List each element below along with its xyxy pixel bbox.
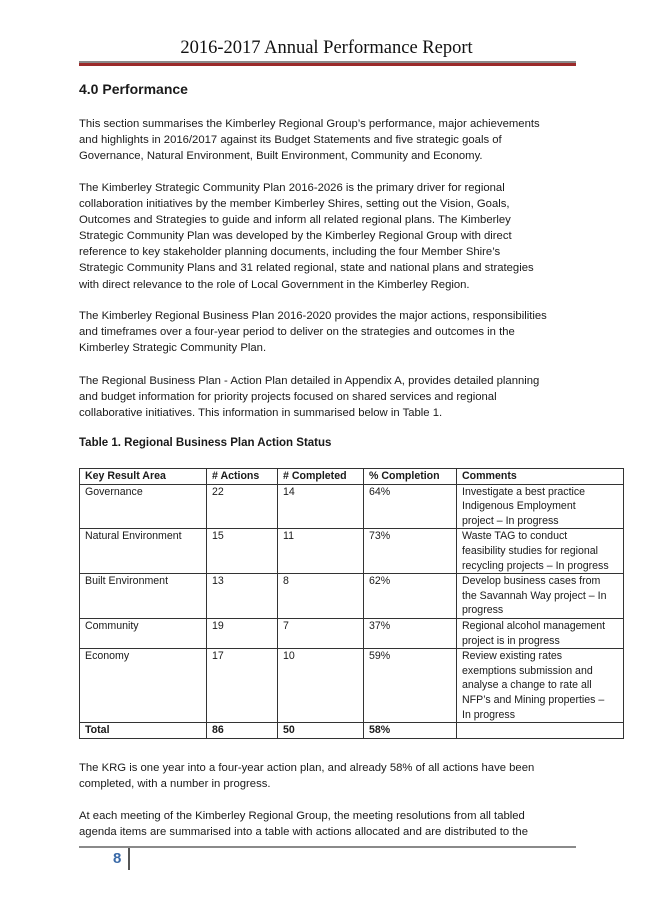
header-comments: Comments [457, 469, 624, 485]
table-row: Natural Environment 15 11 73% Waste TAG to conduct feasibility studies for regional recycling projects – In progress [80, 529, 624, 574]
paragraph-strategic-community-plan: The Kimberley Strategic Community Plan 2016-2026 is the primary driver for regional collaboration initiatives by the member Kimberley Shires, setting out the Vision, Goals, Outcomes and Strategies to guide and inform all related regional plans. The Kimberley Strategic Community Plan was developed by the Kimberley Regional Group with direct reference to key stakeholder planning documents, including the four Member Shire’s Strategic Community Plans and 31 related regional, state and national plans and strategies with direct relevance to the role of Local Government in the Kimberley Region. [79, 182, 534, 291]
paragraph-meeting-resolutions: At each meeting of the Kimberley Regional Group, the meeting resolutions from all tabled agenda items are summarised into a table with actions allocated and are distributed to the [79, 810, 528, 839]
comment-cell: Waste TAG to conduct feasibility studies for regional recycling projects – In progress [457, 529, 624, 574]
table-title: Table 1. Regional Business Plan Action Status [79, 437, 332, 449]
paragraph-intro: This section summarises the Kimberley Regional Group’s performance, major achievements and highlights in 2016/2017 against its Budget Statements and five strategic goals of Governance, Natural Environment, Built Environment, Community and Economy. [79, 118, 540, 163]
footer-rule [79, 846, 576, 848]
paragraph-progress-summary: The KRG is one year into a four-year action plan, and already 58% of all actions have been completed, with a number in progress. [79, 762, 535, 791]
page-number: 8 [113, 850, 122, 867]
table-header-row [80, 469, 624, 485]
table-row: Economy 17 10 59% Review existing rates exemptions submission and analyse a change to rate all NFP’s and Mining properties – In progress [80, 649, 624, 723]
table-row: Community 19 7 37% Regional alcohol management project is in progress [80, 618, 624, 648]
table-row: Built Environment 13 8 62% Develop business cases from the Savannah Way project – In progress [80, 574, 624, 619]
table-total-row: Total 86 50 58% [80, 723, 624, 739]
table-row: Governance 22 14 64% Investigate a best practice Indigenous Employment project – In progress [80, 484, 624, 529]
comment-cell: Develop business cases from the Savannah Way project – In progress [457, 574, 624, 619]
comment-cell: Investigate a best practice Indigenous Employment project – In progress [457, 484, 624, 529]
page-number-divider [128, 848, 130, 870]
header-rule-red [79, 63, 576, 66]
paragraph-regional-business-plan: The Kimberley Regional Business Plan 2016-2020 provides the major actions, responsibilities and timeframes over a four-year period to deliver on the strategies and outcomes in the Kimberley Strategic Community Plan. [79, 310, 547, 355]
paragraph-action-plan: The Regional Business Plan - Action Plan detailed in Appendix A, provides detailed planning and budget information for priority projects focused on shared services and regional collaborative initiatives. This information in summarised below in Table 1. [79, 375, 540, 420]
report-header-title: 2016-2017 Annual Performance Report [180, 38, 473, 58]
header-completed: # Completed [278, 469, 364, 485]
comment-cell: Review existing rates exemptions submission and analyse a change to rate all NFP’s and Mining properties – In progress [457, 649, 624, 723]
section-title: 4.0 Performance [79, 81, 188, 97]
comment-cell: Regional alcohol management project is in progress [457, 618, 624, 648]
header-key-result-area: Key Result Area [80, 469, 207, 485]
header-completion: % Completion [364, 469, 457, 485]
action-status-table [79, 468, 624, 739]
header-actions: # Actions [207, 469, 278, 485]
